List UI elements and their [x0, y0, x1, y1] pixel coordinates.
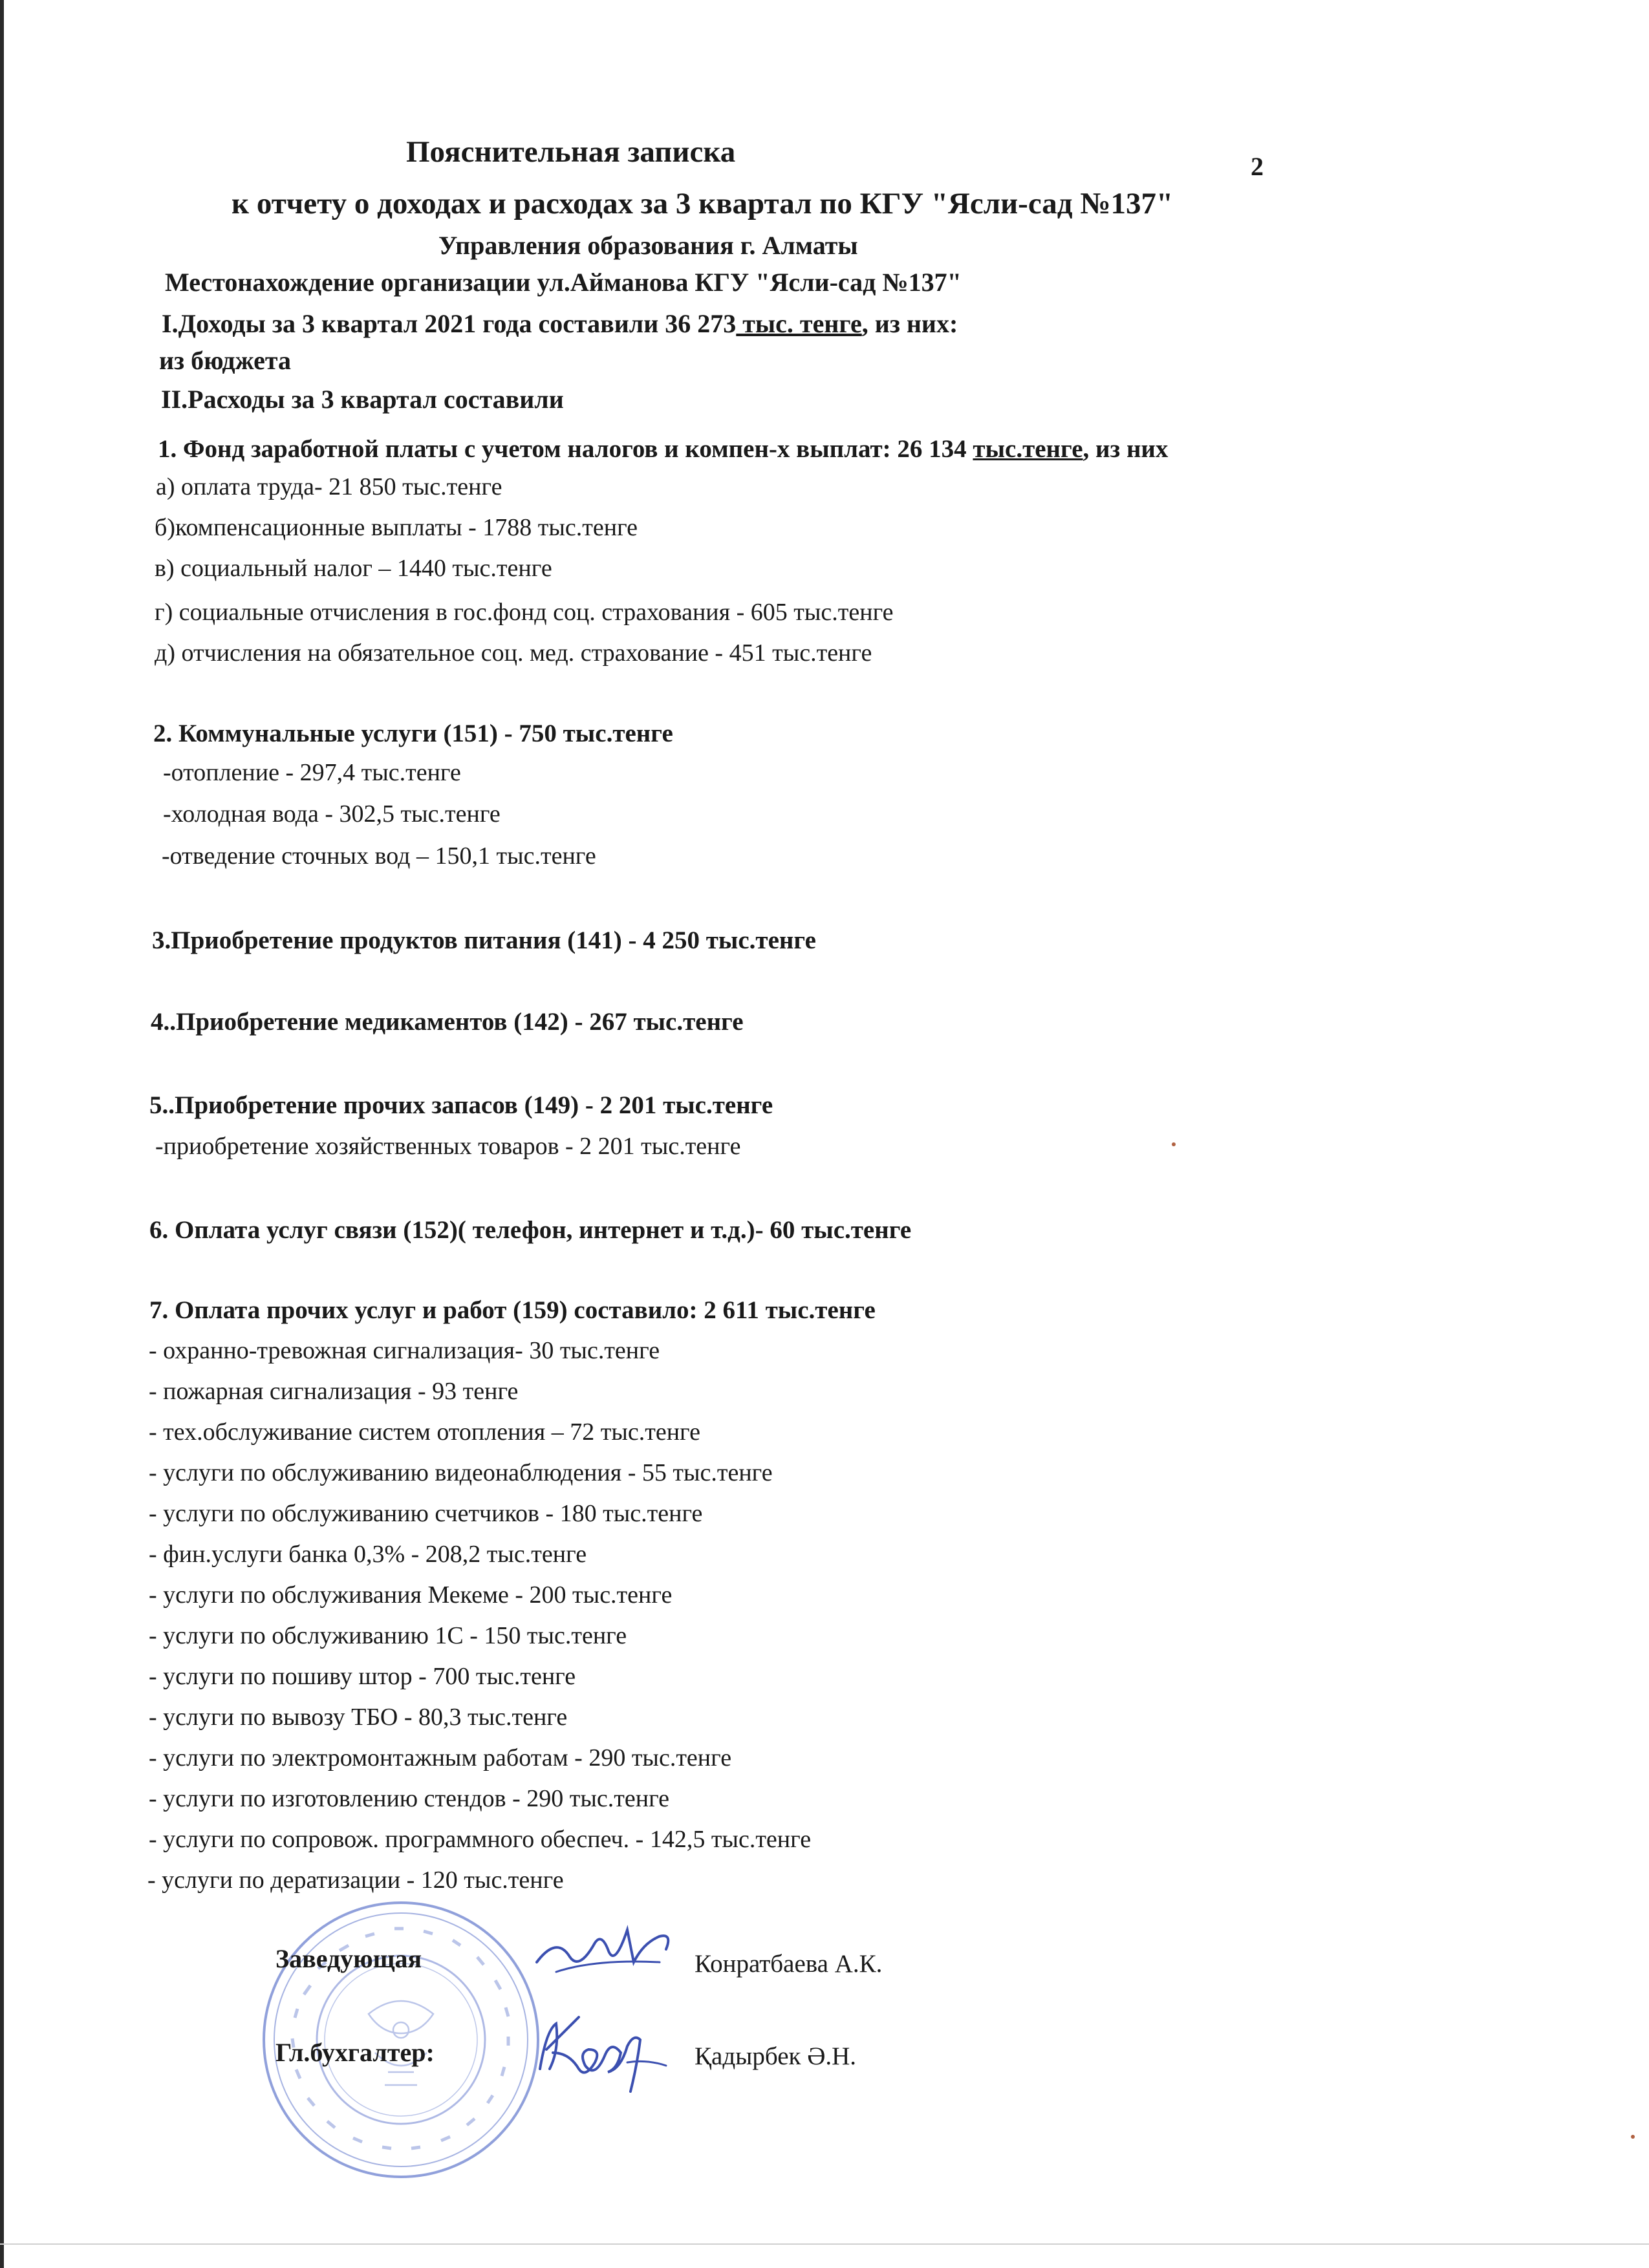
department-line: Управления образования г. Алматы — [438, 231, 858, 260]
payroll-item: д) отчисления на обязательное соц. мед. страхование - 451 тыс.тенге — [155, 639, 872, 667]
location-line: Местонахождение организации ул.Айманова КГУ "Ясли-сад №137" — [165, 268, 962, 297]
other-services-item: - охранно-тревожная сигнализация- 30 тыс.тенге — [149, 1337, 660, 1364]
utilities-item: -отопление - 297,4 тыс.тенге — [163, 759, 461, 786]
document-subtitle: к отчету о доходах и расходах за 3 квартал по КГУ "Ясли-сад №137" — [232, 187, 1174, 220]
other-services-item: - услуги по дератизации - 120 тыс.тенге — [147, 1867, 564, 1894]
head-title: Заведующая — [275, 1944, 422, 1973]
medicine-heading: 4..Приобретение медикаментов (142) - 267 тыс.тенге — [151, 1008, 744, 1036]
payroll-item: а) оплата труда- 21 850 тыс.тенге — [156, 473, 502, 500]
other-services-item: - пожарная сигнализация - 93 тенге — [149, 1378, 519, 1405]
payroll-item: в) социальный налог – 1440 тыс.тенге — [155, 555, 552, 582]
page-number: 2 — [1251, 152, 1264, 181]
other-services-item: - услуги по обслуживания Мекеме - 200 тыс.тенге — [149, 1581, 673, 1609]
other-services-item: - услуги по обслуживанию 1С - 150 тыс.тенге — [149, 1622, 627, 1649]
other-services-item: - услуги по электромонтажным работам - 290 тыс.тенге — [149, 1744, 732, 1771]
other-supplies-item: -приобретение хозяйственных товаров - 2 201 тыс.тенге — [155, 1133, 741, 1160]
document-title: Пояснительная записка — [406, 135, 736, 169]
other-services-item: - услуги по обслуживанию счетчиков - 180 тыс.тенге — [149, 1500, 703, 1527]
income-line: I.Доходы за 3 квартал 2021 года составили 36 273 тыс. тенге, из них: — [162, 309, 958, 338]
accountant-name: Қадырбек Ә.Н. — [695, 2042, 857, 2070]
scan-edge — [0, 2243, 1649, 2245]
food-heading: 3.Приобретение продуктов питания (141) - 4 250 тыс.тенге — [152, 926, 816, 954]
income-source: из бюджета — [159, 346, 292, 375]
utilities-heading: 2. Коммунальные услуги (151) - 750 тыс.тенге — [153, 720, 673, 747]
scan-speck — [1172, 1142, 1176, 1146]
head-signature — [530, 1923, 673, 1995]
other-supplies-heading: 5..Приобретение прочих запасов (149) - 2 201 тыс.тенге — [149, 1091, 773, 1119]
scan-speck — [1631, 2135, 1635, 2139]
head-name: Конратбаева А.К. — [695, 1950, 883, 1978]
expenses-heading: II.Расходы за 3 квартал составили — [161, 385, 564, 414]
other-services-item: - услуги по сопровож. программного обеспеч. - 142,5 тыс.тенге — [149, 1826, 812, 1853]
other-services-item: - услуги по обслуживанию видеонаблюдения - 55 тыс.тенге — [149, 1459, 773, 1486]
utilities-item: -отведение сточных вод – 150,1 тыс.тенге — [162, 842, 596, 870]
other-services-heading: 7. Оплата прочих услуг и работ (159) составило: 2 611 тыс.тенге — [149, 1296, 876, 1324]
payroll-heading: 1. Фонд заработной платы с учетом налогов и компен-х выплат: 26 134 тыс.тенге, из них — [158, 435, 1169, 463]
accountant-signature — [530, 2007, 679, 2098]
utilities-item: -холодная вода - 302,5 тыс.тенге — [163, 800, 501, 828]
scan-edge — [0, 0, 4, 2268]
other-services-item: - фин.услуги банка 0,3% - 208,2 тыс.тенге — [149, 1541, 587, 1568]
other-services-item: - тех.обслуживание систем отопления – 72 тыс.тенге — [149, 1418, 700, 1446]
other-services-item: - услуги по пошиву штор - 700 тыс.тенге — [149, 1663, 576, 1690]
other-services-item: - услуги по изготовлению стендов - 290 тыс.тенге — [149, 1785, 670, 1812]
payroll-item: б)компенсационные выплаты - 1788 тыс.тенге — [155, 514, 638, 541]
payroll-item: г) социальные отчисления в гос.фонд соц. страхования - 605 тыс.тенге — [155, 599, 894, 626]
communication-heading: 6. Оплата услуг связи (152)( телефон, интернет и т.д.)- 60 тыс.тенге — [149, 1216, 912, 1244]
other-services-item: - услуги по вывозу ТБО - 80,3 тыс.тенге — [149, 1704, 568, 1731]
accountant-title: Гл.бухгалтер: — [275, 2038, 435, 2067]
